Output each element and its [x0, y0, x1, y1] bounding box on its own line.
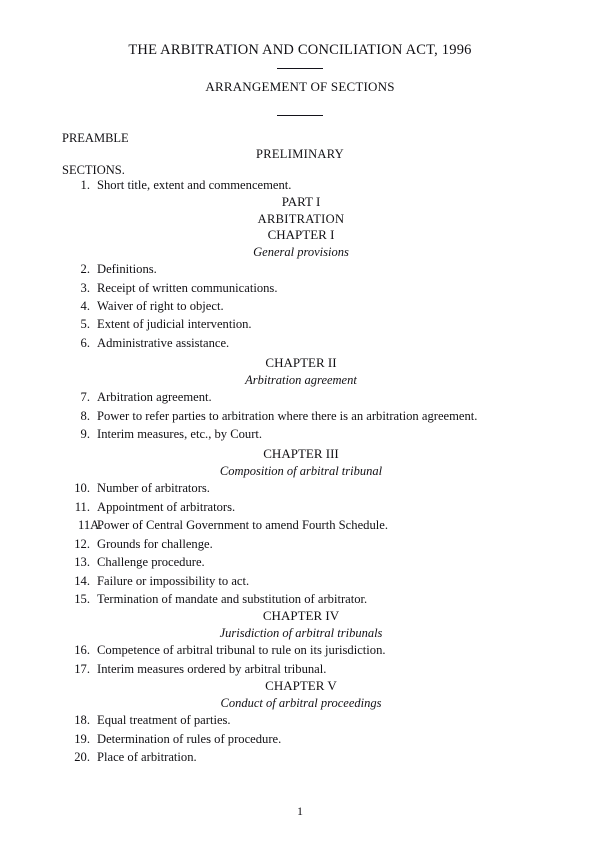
chapter-five-heading: CHAPTER V	[265, 678, 337, 694]
list-item	[0, 730, 600, 748]
section-number: 9.	[80, 427, 90, 442]
chapter-four-heading: CHAPTER IV	[262, 608, 340, 624]
list-item	[0, 425, 600, 443]
section-title: Power to refer parties to arbitration where there is an arbitration agreement.	[97, 408, 478, 423]
section-title: Short title, extent and commencement.	[97, 178, 292, 192]
section-number: 5.	[80, 317, 90, 332]
document-title: THE ARBITRATION AND CONCILIATION ACT, 1996	[128, 42, 472, 58]
section-title: Place of arbitration.	[97, 749, 197, 764]
chapter-one-subheading: General provisions	[253, 244, 349, 259]
section-title: Termination of mandate and substitution of arbitrator.	[97, 591, 368, 606]
section-number: 15.	[74, 591, 90, 606]
list-item	[0, 388, 600, 406]
preamble-label: PREAMBLE	[62, 131, 129, 145]
page-number: 1	[297, 804, 303, 818]
section-number: 3.	[80, 280, 90, 295]
section-number: 13.	[74, 555, 90, 570]
section-number: 11.	[74, 499, 90, 514]
section-title: Determination of rules of procedure.	[97, 731, 282, 746]
part-subheading: ARBITRATION	[257, 211, 345, 226]
section-title: Arbitration agreement.	[97, 390, 212, 405]
section-number: 19.	[74, 731, 90, 746]
section-number: 1.	[80, 178, 90, 192]
section-number: 2.	[80, 262, 90, 277]
list-item	[0, 748, 600, 766]
list-item	[0, 260, 600, 278]
section-title: Challenge procedure.	[97, 555, 205, 570]
list-item	[0, 315, 600, 333]
list-item	[0, 479, 600, 497]
section-number: 6.	[80, 335, 90, 350]
section-number: 18.	[74, 713, 90, 728]
list-item	[0, 590, 600, 608]
section-title: Power of Central Government to amend Fourth Schedule.	[97, 518, 388, 533]
list-item	[0, 498, 600, 516]
section-number: 20.	[74, 749, 90, 764]
section-number: 4.	[80, 299, 90, 314]
section-title: Waiver of right to object.	[97, 299, 224, 314]
section-number: 16.	[74, 643, 90, 658]
list-item	[0, 407, 600, 425]
section-title: Appointment of arbitrators.	[97, 499, 236, 514]
section-number: 7.	[80, 390, 90, 405]
list-item	[0, 279, 600, 297]
section-number: 17.	[74, 661, 90, 676]
chapter-two-subheading: Arbitration agreement	[245, 372, 357, 387]
section-number: 12.	[74, 536, 90, 551]
chapter-one-heading: CHAPTER I	[267, 227, 335, 243]
chapter-two-heading: CHAPTER II	[265, 355, 337, 371]
list-item	[0, 660, 600, 678]
section-title: Grounds for challenge.	[97, 536, 213, 551]
section-title: Competence of arbitral tribunal to rule on its jurisdiction.	[97, 643, 386, 658]
section-number: 14.	[74, 573, 90, 588]
section-title: Equal treatment of parties.	[97, 713, 231, 728]
preliminary-heading: PRELIMINARY	[255, 147, 345, 161]
chapter-three-heading: CHAPTER III	[263, 446, 339, 462]
section-title: Interim measures ordered by arbitral tribunal.	[97, 661, 327, 676]
sections-label: SECTIONS.	[62, 163, 125, 177]
chapter-four-subheading: Jurisdiction of arbitral tribunals	[219, 625, 383, 640]
section-title: Receipt of written communications.	[97, 280, 278, 295]
part-heading: PART I	[281, 194, 321, 210]
section-title: Definitions.	[97, 262, 157, 277]
section-title: Administrative assistance.	[97, 335, 230, 350]
section-number: 11A.	[78, 518, 103, 533]
chapter-five-subheading: Conduct of arbitral proceedings	[220, 695, 382, 710]
list-item	[0, 711, 600, 729]
table-of-contents	[0, 176, 600, 766]
list-item	[0, 641, 600, 659]
section-title: Number of arbitrators.	[97, 481, 210, 496]
arrangement-of-sections-heading: ARRANGEMENT OF SECTIONS	[205, 79, 395, 94]
chapter-three-subheading: Composition of arbitral tribunal	[219, 463, 383, 478]
list-item	[0, 535, 600, 553]
section-number: 8.	[80, 408, 90, 423]
section-number: 10.	[74, 481, 90, 496]
title-divider-rule	[277, 68, 323, 69]
section-title: Extent of judicial intervention.	[97, 317, 252, 332]
list-item	[0, 553, 600, 571]
list-item	[0, 334, 600, 352]
section-title: Failure or impossibility to act.	[97, 573, 250, 588]
list-item	[0, 516, 600, 534]
list-item	[0, 176, 600, 194]
list-item	[0, 572, 600, 590]
list-item	[0, 297, 600, 315]
subtitle-divider-rule	[277, 115, 323, 116]
section-title: Interim measures, etc., by Court.	[97, 427, 263, 442]
